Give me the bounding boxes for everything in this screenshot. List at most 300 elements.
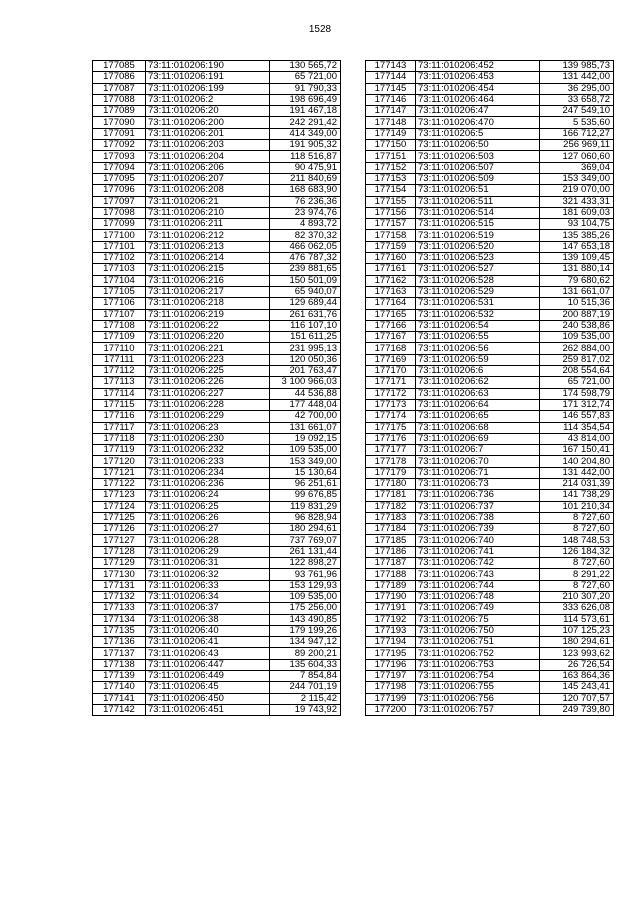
cadastral-number-cell: 73:11:010206:70 [416,456,540,467]
row-number-cell: 177177 [366,445,416,456]
row-number-cell: 177167 [366,332,416,343]
value-cell: 153 349,00 [540,173,614,184]
row-number-cell: 177085 [93,61,146,72]
value-cell: 198 696,49 [270,94,341,105]
row-number-cell: 177128 [93,546,146,557]
table-row [93,83,341,94]
cadastral-number-cell: 73:11:010206:750 [416,625,540,636]
row-number-cell: 177111 [93,354,146,365]
value-cell: 201 763,47 [270,366,341,377]
value-cell: 244 701,19 [270,682,341,693]
table-row [366,117,614,128]
value-cell: 171 312,74 [540,399,614,410]
value-cell: 131 442,00 [540,72,614,83]
table-row [93,693,341,704]
table-row [93,512,341,523]
row-number-cell: 177185 [366,535,416,546]
table-row [366,253,614,264]
cadastral-number-cell: 73:11:010206:740 [416,535,540,546]
row-number-cell: 177087 [93,83,146,94]
table-row [366,332,614,343]
cadastral-number-cell: 73:11:010206:527 [416,264,540,275]
row-number-cell: 177088 [93,94,146,105]
value-cell: 131 661,07 [270,422,341,433]
value-cell: 135 385,26 [540,230,614,241]
row-number-cell: 177096 [93,185,146,196]
table-row [93,467,341,478]
cadastral-number-cell: 73:11:010206:755 [416,682,540,693]
cadastral-number-cell: 73:11:010206:528 [416,275,540,286]
row-number-cell: 177158 [366,230,416,241]
table-row [93,140,341,151]
value-cell: 7 854,84 [270,671,341,682]
table-row [93,332,341,343]
cadastral-number-cell: 73:11:010206:748 [416,591,540,602]
cadastral-number-cell: 73:11:010206:206 [146,162,270,173]
cadastral-number-cell: 73:11:010206:529 [416,286,540,297]
cadastral-number-cell: 73:11:010206:756 [416,693,540,704]
value-cell: 143 490,85 [270,614,341,625]
value-cell: 135 604,33 [270,659,341,670]
row-number-cell: 177092 [93,140,146,151]
value-cell: 147 653,18 [540,241,614,252]
value-cell: 118 516,87 [270,151,341,162]
cadastral-number-cell: 73:11:010206:28 [146,535,270,546]
cadastral-number-cell: 73:11:010206:228 [146,399,270,410]
row-number-cell: 177134 [93,614,146,625]
table-row [93,456,341,467]
value-cell: 26 726,54 [540,659,614,670]
cadastral-number-cell: 73:11:010206:33 [146,580,270,591]
row-number-cell: 177193 [366,625,416,636]
cadastral-number-cell: 73:11:010206:503 [416,151,540,162]
value-cell: 179 199,26 [270,625,341,636]
cadastral-number-cell: 73:11:010206:519 [416,230,540,241]
cadastral-number-cell: 73:11:010206:207 [146,173,270,184]
row-number-cell: 177123 [93,490,146,501]
value-cell: 466 062,05 [270,241,341,252]
value-cell: 208 554,64 [540,366,614,377]
cadastral-number-cell: 73:11:010206:212 [146,230,270,241]
value-cell: 120 707,57 [540,693,614,704]
value-cell: 256 969,11 [540,140,614,151]
row-number-cell: 177144 [366,72,416,83]
row-number-cell: 177137 [93,648,146,659]
table-row [366,490,614,501]
row-number-cell: 177127 [93,535,146,546]
cadastral-number-cell: 73:11:010206:749 [416,603,540,614]
cadastral-number-cell: 73:11:010206:47 [416,106,540,117]
table-row [366,558,614,569]
cadastral-number-cell: 73:11:010206:454 [416,83,540,94]
table-row [366,456,614,467]
table-row [366,648,614,659]
table-row [366,207,614,218]
value-cell: 414 349,00 [270,128,341,139]
value-cell: 109 535,00 [270,445,341,456]
table-row [366,671,614,682]
table-row [93,603,341,614]
cadastral-number-cell: 73:11:010206:232 [146,445,270,456]
table-row [366,320,614,331]
value-cell: 96 251,61 [270,478,341,489]
row-number-cell: 177100 [93,230,146,241]
row-number-cell: 177161 [366,264,416,275]
row-number-cell: 177150 [366,140,416,151]
value-cell: 130 565,72 [270,61,341,72]
row-number-cell: 177142 [93,704,146,715]
table-row [366,614,614,625]
table-row [366,94,614,105]
cadastral-number-cell: 73:11:010206:191 [146,72,270,83]
value-cell: 240 538,86 [540,320,614,331]
value-cell: 99 676,85 [270,490,341,501]
table-row [93,648,341,659]
value-cell: 42 700,00 [270,411,341,422]
cadastral-number-cell: 73:11:010206:752 [416,648,540,659]
value-cell: 261 131,44 [270,546,341,557]
table-row [366,173,614,184]
table-row [366,467,614,478]
table-row [93,286,341,297]
row-number-cell: 177105 [93,286,146,297]
table-row [93,399,341,410]
value-cell: 114 354,54 [540,422,614,433]
row-number-cell: 177094 [93,162,146,173]
row-number-cell: 177191 [366,603,416,614]
cadastral-number-cell: 73:11:010206:75 [416,614,540,625]
table-row [93,478,341,489]
value-cell: 91 790,33 [270,83,341,94]
value-cell: 151 611,25 [270,332,341,343]
cadastral-number-cell: 73:11:010206:236 [146,478,270,489]
row-number-cell: 177157 [366,219,416,230]
cadastral-number-cell: 73:11:010206:32 [146,569,270,580]
value-cell: 166 712,27 [540,128,614,139]
table-row [93,61,341,72]
value-cell: 239 881,65 [270,264,341,275]
table-row [366,693,614,704]
value-cell: 89 200,21 [270,648,341,659]
row-number-cell: 177122 [93,478,146,489]
cadastral-number-cell: 73:11:010206:199 [146,83,270,94]
row-number-cell: 177121 [93,467,146,478]
table-row [93,185,341,196]
row-number-cell: 177140 [93,682,146,693]
table-row [93,196,341,207]
table-row [366,501,614,512]
value-cell: 145 243,41 [540,682,614,693]
row-number-cell: 177097 [93,196,146,207]
row-number-cell: 177176 [366,433,416,444]
row-number-cell: 177153 [366,173,416,184]
table-row [366,196,614,207]
row-number-cell: 177124 [93,501,146,512]
value-cell: 65 721,00 [270,72,341,83]
table-row [366,524,614,535]
row-number-cell: 177172 [366,388,416,399]
table-row [366,591,614,602]
table-row [366,433,614,444]
value-cell: 148 748,53 [540,535,614,546]
row-number-cell: 177170 [366,366,416,377]
value-cell: 200 887,19 [540,309,614,320]
row-number-cell: 177112 [93,366,146,377]
table-row [366,343,614,354]
cadastral-number-cell: 73:11:010206:64 [416,399,540,410]
cadastral-number-cell: 73:11:010206:223 [146,354,270,365]
table-row [366,241,614,252]
cadastral-number-cell: 73:11:010206:5 [416,128,540,139]
table-row [93,343,341,354]
row-number-cell: 177086 [93,72,146,83]
cadastral-number-cell: 73:11:010206:24 [146,490,270,501]
value-cell: 174 598,79 [540,388,614,399]
row-number-cell: 177125 [93,512,146,523]
table-row [93,219,341,230]
cadastral-number-cell: 73:11:010206:54 [416,320,540,331]
row-number-cell: 177173 [366,399,416,410]
row-number-cell: 177168 [366,343,416,354]
row-number-cell: 177093 [93,151,146,162]
value-cell: 79 680,62 [540,275,614,286]
cadastral-number-cell: 73:11:010206:29 [146,546,270,557]
value-cell: 90 475,91 [270,162,341,173]
value-cell: 76 236,36 [270,196,341,207]
row-number-cell: 177186 [366,546,416,557]
table-row [366,354,614,365]
cadastral-number-cell: 73:11:010206:532 [416,309,540,320]
row-number-cell: 177131 [93,580,146,591]
table-row [93,207,341,218]
table-row [366,185,614,196]
table-row [366,682,614,693]
value-cell: 4 893,72 [270,219,341,230]
row-number-cell: 177118 [93,433,146,444]
cadastral-number-cell: 73:11:010206:208 [146,185,270,196]
value-cell: 19 092,15 [270,433,341,444]
table-row [93,704,341,715]
value-cell: 210 307,20 [540,591,614,602]
cadastral-number-cell: 73:11:010206:736 [416,490,540,501]
row-number-cell: 177197 [366,671,416,682]
cadastral-number-cell: 73:11:010206:743 [416,569,540,580]
value-cell: 119 831,29 [270,501,341,512]
cadastral-number-cell: 73:11:010206:21 [146,196,270,207]
value-cell: 153 129,93 [270,580,341,591]
row-number-cell: 177190 [366,591,416,602]
cadastral-number-cell: 73:11:010206:34 [146,591,270,602]
value-cell: 93 761,96 [270,569,341,580]
cadastral-number-cell: 73:11:010206:739 [416,524,540,535]
value-cell: 175 256,00 [270,603,341,614]
row-number-cell: 177147 [366,106,416,117]
table-row [366,422,614,433]
row-number-cell: 177183 [366,512,416,523]
cadastral-number-cell: 73:11:010206:754 [416,671,540,682]
table-row [93,524,341,535]
row-number-cell: 177163 [366,286,416,297]
row-number-cell: 177102 [93,253,146,264]
row-number-cell: 177175 [366,422,416,433]
row-number-cell: 177198 [366,682,416,693]
row-number-cell: 177120 [93,456,146,467]
table-row [93,151,341,162]
row-number-cell: 177108 [93,320,146,331]
row-number-cell: 177200 [366,704,416,715]
row-number-cell: 177194 [366,637,416,648]
value-cell: 44 536,88 [270,388,341,399]
row-number-cell: 177117 [93,422,146,433]
table-row [366,546,614,557]
table-row [366,637,614,648]
cadastral-number-cell: 73:11:010206:213 [146,241,270,252]
value-cell: 181 609,03 [540,207,614,218]
table-row [366,230,614,241]
cadastral-number-cell: 73:11:010206:507 [416,162,540,173]
value-cell: 321 433,31 [540,196,614,207]
row-number-cell: 177090 [93,117,146,128]
value-cell: 23 974,76 [270,207,341,218]
row-number-cell: 177114 [93,388,146,399]
value-cell: 191 467,18 [270,106,341,117]
cadastral-number-cell: 73:11:010206:65 [416,411,540,422]
table-row [366,478,614,489]
cadastral-number-cell: 73:11:010206:509 [416,173,540,184]
value-cell: 116 107,10 [270,320,341,331]
table-row [366,569,614,580]
cadastral-number-cell: 73:11:010206:25 [146,501,270,512]
table-row [93,546,341,557]
value-cell: 127 060,60 [540,151,614,162]
cadastral-number-cell: 73:11:010206:216 [146,275,270,286]
value-cell: 150 501,09 [270,275,341,286]
table-row [366,128,614,139]
row-number-cell: 177141 [93,693,146,704]
table-row [366,625,614,636]
cadastral-number-cell: 73:11:010206:753 [416,659,540,670]
table-row [93,591,341,602]
value-cell: 139 985,73 [540,61,614,72]
cadastral-number-cell: 73:11:010206:450 [146,693,270,704]
cadastral-number-cell: 73:11:010206:69 [416,433,540,444]
cadastral-number-cell: 73:11:010206:217 [146,286,270,297]
table-row [366,83,614,94]
value-cell: 93 104,75 [540,219,614,230]
cadastral-number-cell: 73:11:010206:203 [146,140,270,151]
table-row [366,704,614,715]
row-number-cell: 177139 [93,671,146,682]
value-cell: 2 115,42 [270,693,341,704]
cadastral-number-cell: 73:11:010206:234 [146,467,270,478]
row-number-cell: 177171 [366,377,416,388]
table-row [93,569,341,580]
value-cell: 101 210,34 [540,501,614,512]
value-cell: 126 184,32 [540,546,614,557]
row-number-cell: 177179 [366,467,416,478]
cadastral-number-cell: 73:11:010206:73 [416,478,540,489]
value-cell: 36 295,00 [540,83,614,94]
cadastral-number-cell: 73:11:010206:37 [146,603,270,614]
value-cell: 180 294,61 [540,637,614,648]
row-number-cell: 177138 [93,659,146,670]
table-row [93,580,341,591]
cadastral-number-cell: 73:11:010206:41 [146,637,270,648]
row-number-cell: 177089 [93,106,146,117]
value-cell: 3 100 966,03 [270,377,341,388]
value-cell: 262 884,00 [540,343,614,354]
value-cell: 109 535,00 [540,332,614,343]
value-cell: 120 050,36 [270,354,341,365]
table-row [93,490,341,501]
cadastral-number-cell: 73:11:010206:40 [146,625,270,636]
value-cell: 191 905,32 [270,140,341,151]
value-cell: 737 769,07 [270,535,341,546]
value-cell: 167 150,41 [540,445,614,456]
table-row [93,388,341,399]
value-cell: 163 864,36 [540,671,614,682]
row-number-cell: 177109 [93,332,146,343]
value-cell: 10 515,36 [540,298,614,309]
value-cell: 8 727,60 [540,524,614,535]
row-number-cell: 177178 [366,456,416,467]
cadastral-number-cell: 73:11:010206:200 [146,117,270,128]
row-number-cell: 177162 [366,275,416,286]
value-cell: 177 448,04 [270,399,341,410]
table-row [93,422,341,433]
table-row [366,162,614,173]
table-row [93,625,341,636]
row-number-cell: 177116 [93,411,146,422]
cadastral-number-cell: 73:11:010206:22 [146,320,270,331]
cadastral-number-cell: 73:11:010206:20 [146,106,270,117]
table-row [366,445,614,456]
row-number-cell: 177113 [93,377,146,388]
table-row [93,298,341,309]
table-row [93,253,341,264]
cadastral-number-cell: 73:11:010206:514 [416,207,540,218]
cadastral-number-cell: 73:11:010206:63 [416,388,540,399]
cadastral-number-cell: 73:11:010206:218 [146,298,270,309]
table-row [366,275,614,286]
value-cell: 122 898,27 [270,558,341,569]
value-cell: 131 661,07 [540,286,614,297]
table-row [93,241,341,252]
value-cell: 211 840,69 [270,173,341,184]
value-cell: 180 294,61 [270,524,341,535]
table-row [366,399,614,410]
table-row [366,61,614,72]
value-cell: 129 689,44 [270,298,341,309]
value-cell: 141 738,29 [540,490,614,501]
table-row [93,366,341,377]
cadastral-number-cell: 73:11:010206:55 [416,332,540,343]
table-row [366,377,614,388]
row-number-cell: 177136 [93,637,146,648]
value-cell: 131 880,14 [540,264,614,275]
table-row [366,535,614,546]
value-cell: 19 743,92 [270,704,341,715]
cadastral-number-cell: 73:11:010206:6 [416,366,540,377]
row-number-cell: 177107 [93,309,146,320]
table-row [93,445,341,456]
row-number-cell: 177095 [93,173,146,184]
cadastral-number-cell: 73:11:010206:59 [416,354,540,365]
row-number-cell: 177152 [366,162,416,173]
value-cell: 33 658,72 [540,94,614,105]
value-cell: 134 947,12 [270,637,341,648]
row-number-cell: 177099 [93,219,146,230]
